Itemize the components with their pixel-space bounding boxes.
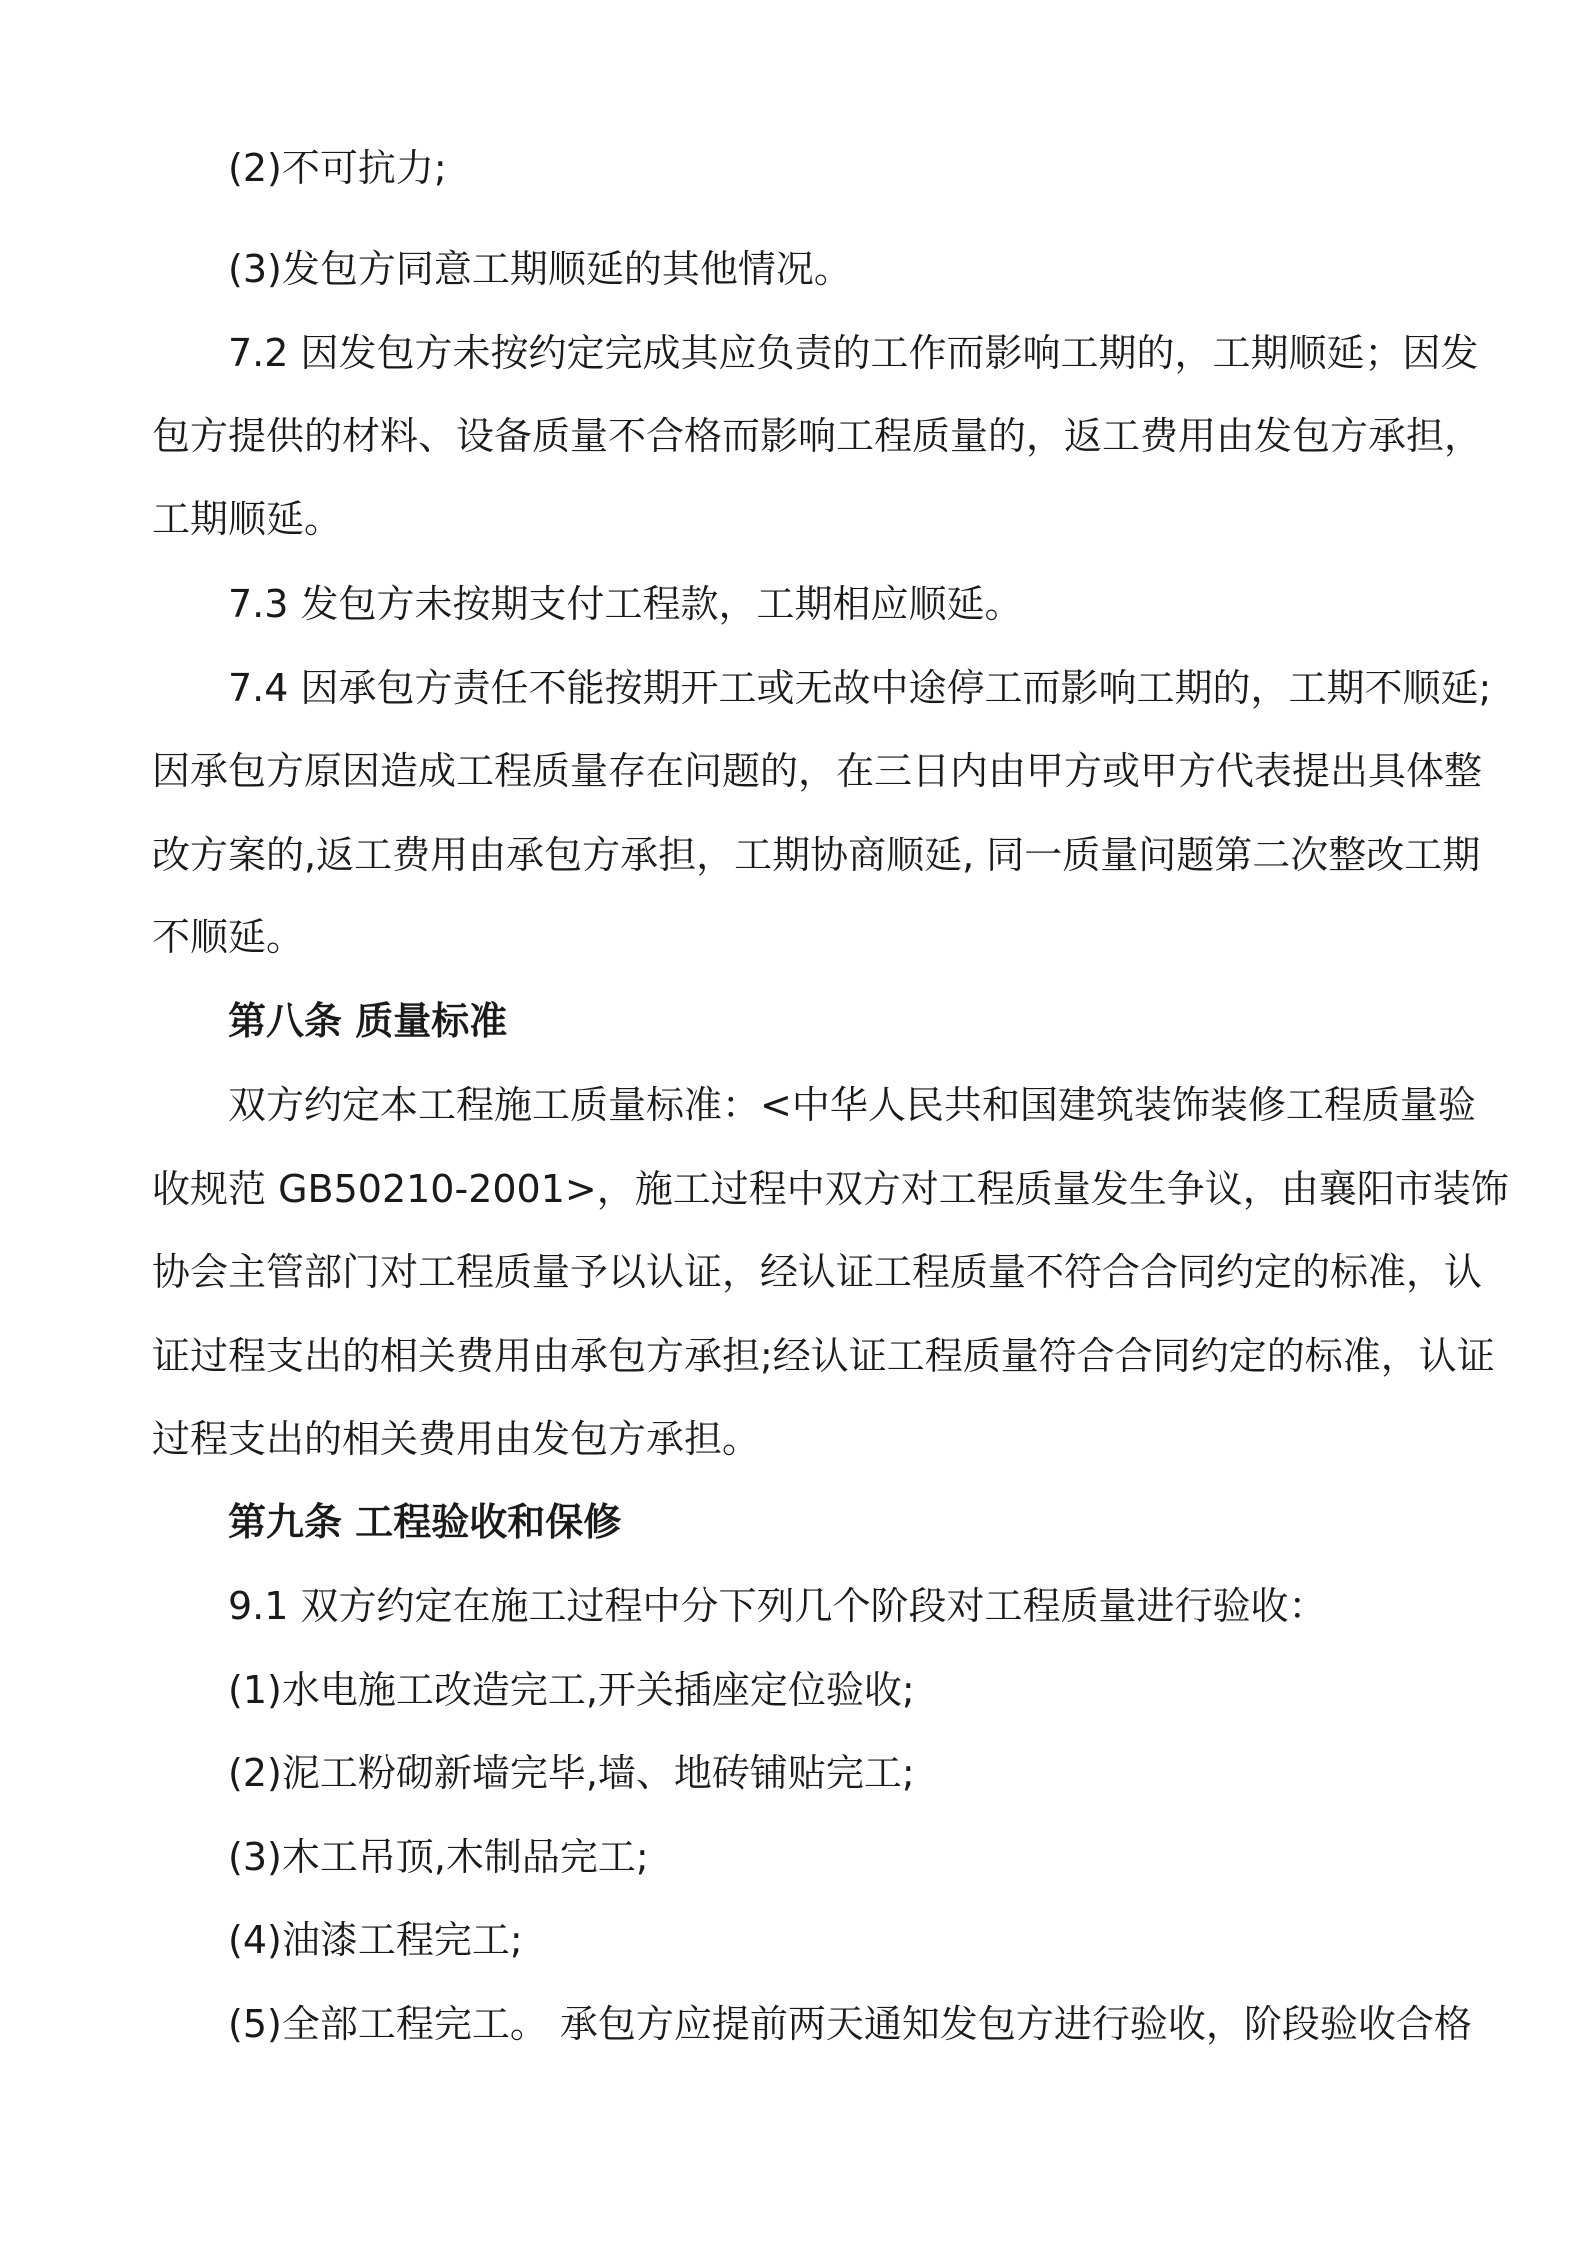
paragraph-line: 不顺延。 xyxy=(152,915,305,959)
paragraph-line: 收规范 GB50210-2001>，施工过程中双方对工程质量发生争议，由襄阳市装饰 xyxy=(152,1167,1509,1211)
list-item: (5)全部工程完工。 承包方应提前两天通知发包方进行验收，阶段验收合格 xyxy=(228,2002,1472,2046)
list-item: (2)泥工粉砌新墙完毕,墙、地砖铺贴完工; xyxy=(228,1751,915,1795)
list-item: (3)发包方同意工期顺延的其他情况。 xyxy=(228,247,852,291)
section-heading: 第九条 工程验收和保修 xyxy=(228,1500,622,1544)
paragraph-line: 7.2 因发包方未按约定完成其应负责的工作而影响工期的，工期顺延；因发 xyxy=(228,331,1479,375)
paragraph-line: 因承包方原因造成工程质量存在问题的，在三日内由甲方或甲方代表提出具体整 xyxy=(152,749,1483,793)
list-item: (2)不可抗力; xyxy=(228,146,447,190)
paragraph-line: 包方提供的材料、设备质量不合格而影响工程质量的，返工费用由发包方承担， xyxy=(152,414,1483,458)
paragraph-line: 协会主管部门对工程质量予以认证，经认证工程质量不符合合同约定的标准，认 xyxy=(152,1250,1483,1294)
paragraph-line: 过程支出的相关费用由发包方承担。 xyxy=(152,1417,761,1461)
list-item: (4)油漆工程完工; xyxy=(228,1918,523,1962)
paragraph-line: 改方案的,返工费用由承包方承担，工期协商顺延, 同一质量问题第二次整改工期 xyxy=(152,833,1481,877)
paragraph-line: 7.4 因承包方责任不能按期开工或无故中途停工而影响工期的，工期不顺延; xyxy=(228,666,1492,710)
section-heading: 第八条 质量标准 xyxy=(228,999,508,1043)
paragraph-line: 工期顺延。 xyxy=(152,497,343,541)
paragraph-line: 双方约定本工程施工质量标准：<中华人民共和国建筑装饰装修工程质量验 xyxy=(228,1083,1476,1127)
list-item: (1)水电施工改造完工,开关插座定位验收; xyxy=(228,1668,915,1712)
paragraph-line: 7.3 发包方未按期支付工程款，工期相应顺延。 xyxy=(228,582,1023,626)
paragraph-line: 证过程支出的相关费用由承包方承担;经认证工程质量符合合同约定的标准，认证 xyxy=(152,1334,1495,1378)
paragraph-line: 9.1 双方约定在施工过程中分下列几个阶段对工程质量进行验收： xyxy=(228,1584,1327,1628)
list-item: (3)木工吊顶,木制品完工; xyxy=(228,1835,649,1879)
